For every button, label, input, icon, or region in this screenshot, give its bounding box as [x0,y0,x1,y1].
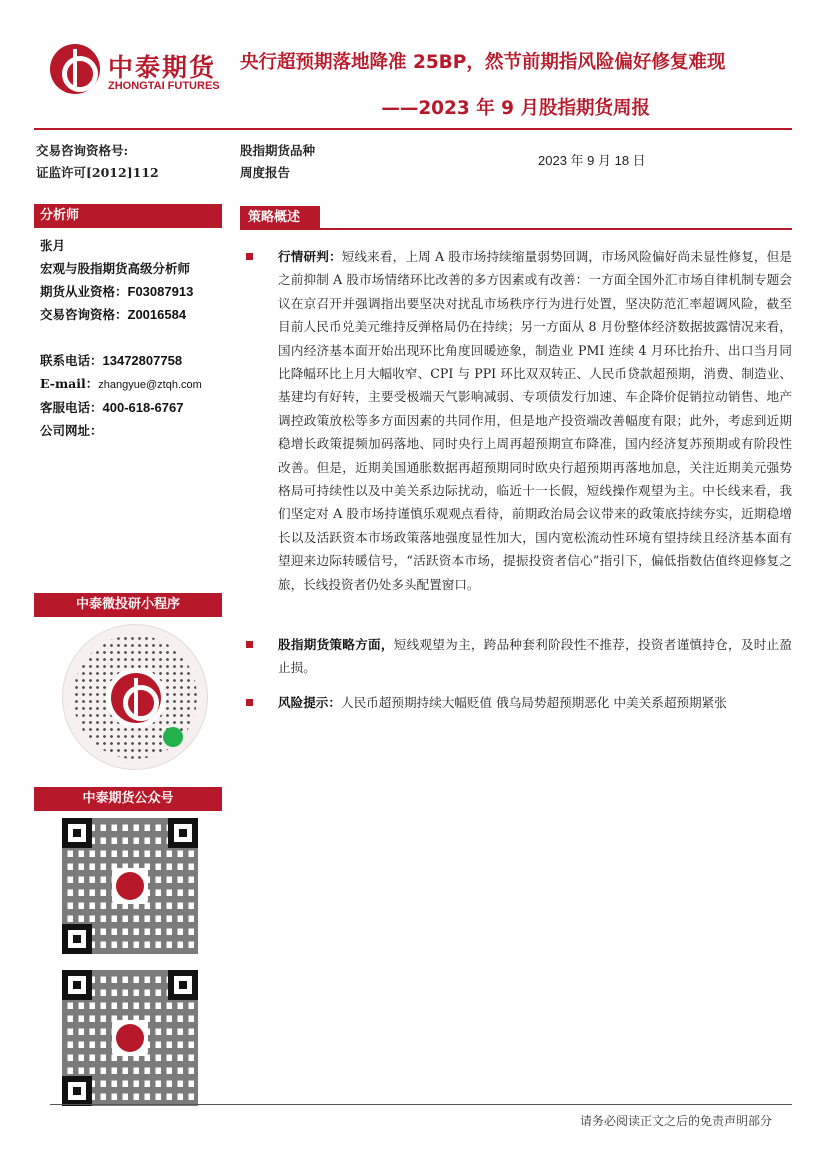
bullet-icon [246,641,253,648]
strategy-item-label: 行情研判： [278,249,342,264]
qr-code [62,970,198,1106]
service-phone-label: 客服电话： [40,400,103,415]
analyst-header: 分析师 [34,204,222,228]
logo-mark-icon [116,1024,144,1052]
consult-cert [40,305,186,323]
strategy-header: 策略概述 [240,206,320,230]
company-logo [50,42,230,98]
strategy-item-futures [252,633,792,680]
website-label: 公司网址： [40,423,103,438]
strategy-item-label: 风险提示： [278,695,341,710]
logo-cn-text: 中泰期货 [108,53,217,82]
report-category: 股指期货品种 [240,143,316,158]
futures-cert-value: F03087913 [127,284,194,299]
footer-disclaimer: 请务必阅读正文之后的免责声明部分 [579,1114,772,1128]
bullet-icon [246,699,253,706]
report-subtitle: ——2023 年 9 月股指期货周报 [381,98,650,119]
logo-en-text: ZHONGTAI FUTURES [108,80,220,92]
analyst-name: 张月 [40,238,66,253]
report-type: 周度报告 [240,165,291,180]
official-account-header: 中泰期货公众号 [34,787,222,811]
strategy-item-text: 人民币超预期持续大幅贬值 俄乌局势超预期恶化 中美关系超预期紧张 [340,695,727,710]
strategy-item-risk [252,691,792,714]
mini-program-header: 中泰微投研小程序 [34,593,222,617]
report-title: 央行超预期落地降准 25BP，然节前期指风险偏好修复难现 [240,52,726,73]
mini-program-qr-code [62,624,208,770]
email-value[interactable]: zhangyue@ztqh.com [98,379,202,391]
service-phone [40,398,183,416]
license-value: 证监许可[2012]112 [36,165,159,180]
email [40,374,202,392]
logo-mark-icon [111,673,161,723]
consult-cert-value: Z0016584 [127,307,187,322]
phone [40,351,182,369]
strategy-item-text: 短线观望为主，跨品种套利阶段性不推荐，投资者谨慎持仓，及时止盈止损。 [278,637,793,676]
footer-divider [50,1104,792,1105]
email-label: E-mail： [40,376,99,391]
wechat-icon [163,727,183,747]
futures-cert-label: 期货从业资格： [40,284,128,299]
phone-label: 联系电话： [40,353,103,368]
service-phone-value: 400-618-6767 [102,400,184,415]
futures-cert [40,282,193,300]
analyst-title: 宏观与股指期货高级分析师 [40,261,191,276]
strategy-item-text: 短线来看，上周 A 股市场持续缩量弱势回调，市场风险偏好尚未显性修复，但是之前抑制 A 股市场情绪环比改善的多方因素或有改善：一方面全国外汇市场自律机制专题会议在京召开并强调指出要坚决对扰乱市场秩序行为进行处置，坚决防范汇率超调风险，截至目前人民币兑美元维持反弹格局仍在持续；另一方面从 8 月份整体经济数据披露情况来看，国内经济基本面开始出现环比角度回暖迹象，制造业 PMI 连续 4 月环比抬升、出口当月同比降幅环比上月大幅收窄、CPI 与 PPI 环比双双转正、人民币贷款超预期，消费、制造业、基建均有好转，主要受极端天气影响减弱、专项债发行加速、车企降价促销拉动销售、地产调控政策放松等多方面因素的共同作用，但是地产投资端改善幅度有限；此外，考虑到近期稳增长政策提频加码落地、同时央行上周再超预期宣布降准，国内经济复苏预期或有阶段性改善。但是，近期美国通胀数据再超预期同时欧央行超预期再落地加息，关注近期美元强势格局可持续性以及中美关系边际扰动，临近十一长假，短线操作观望为主。中长线来看，我们坚定对 A 股市场持谨慎乐观观点看待，前期政治局会议带来的政策底持续夯实，近期稳增长以及活跃资本市场政策落地强度显性加大，国内宽松流动性环境有望持续且经济基本面有望迎来边际转暖信号，“活跃资本市场，提振投资者信心”指引下，偏低指数估值终迎修复之旅，长线投资者仍处多头配置窗口。 [278,249,792,592]
report-date: 2023 年 9 月 18 日 [538,153,646,168]
strategy-item-label: 股指期货策略方面， [278,637,394,652]
bullet-icon [246,253,253,260]
license-label: 交易咨询资格号: [36,143,129,158]
consult-cert-label: 交易咨询资格： [40,307,128,322]
logo-mark-icon [116,872,144,900]
logo-mark-icon [50,44,100,94]
strategy-divider [240,228,792,230]
strategy-item-market [252,245,792,596]
phone-value: 13472807758 [102,353,183,368]
title-divider [34,128,792,130]
official-account-qr-code [62,818,198,954]
